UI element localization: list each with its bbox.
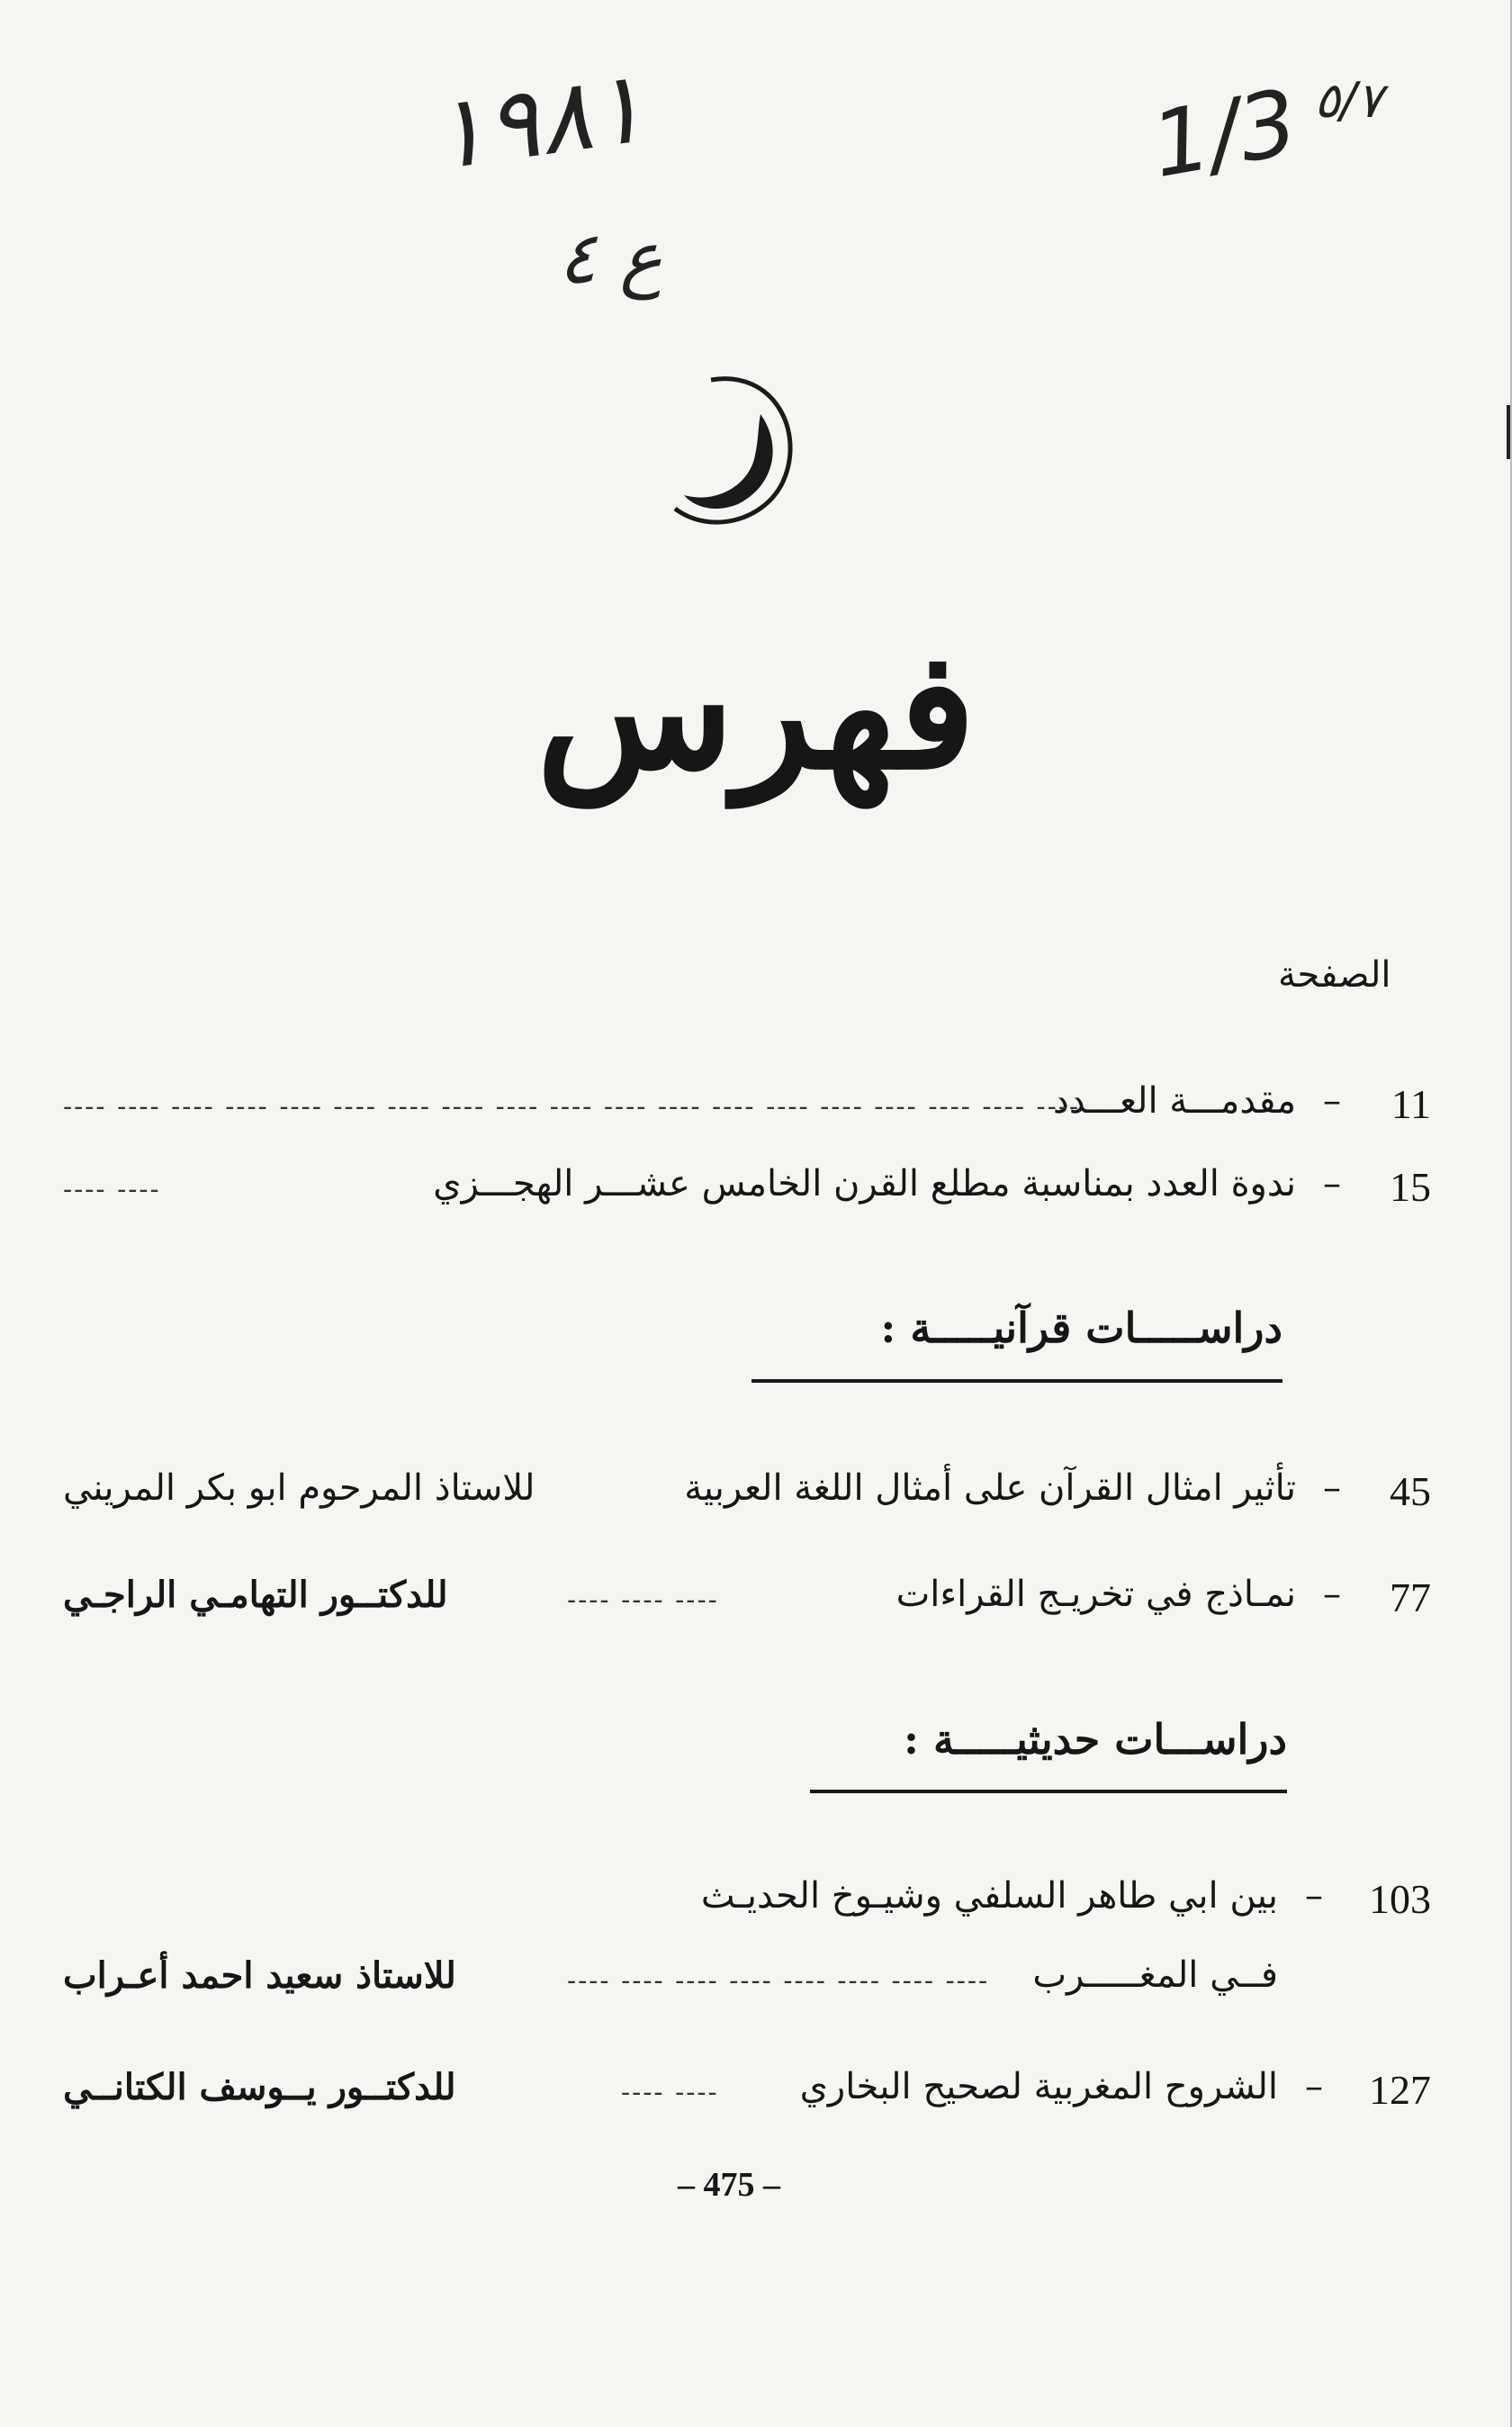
entry-title-line2: فــي المغـــــرب xyxy=(1032,1954,1278,1996)
entry-author: للدكتــور التهامـي الراجـي xyxy=(63,1574,448,1616)
page-number: 15 xyxy=(1390,1164,1431,1210)
page-column-label: الصفحة xyxy=(1278,954,1391,996)
toc-entry xyxy=(63,1467,1431,1530)
entry-title: نمـاذج في تخريـج القراءات xyxy=(896,1574,1296,1615)
page-number: 11 xyxy=(1390,1081,1431,1127)
page-number: 127 xyxy=(1369,2067,1431,2113)
entry-dash: – xyxy=(1323,1080,1341,1122)
issue-number: ٤ xyxy=(558,216,597,300)
entry-title: تأثير امثال القرآن على أمثال اللغة العربية xyxy=(684,1467,1296,1509)
handwritten-fraction: 1/3 xyxy=(1144,68,1305,199)
entry-author: للاستاذ المرحوم ابو بكر المريني xyxy=(63,1467,536,1509)
handwritten-corner-mark: ٥/٧ xyxy=(1314,72,1383,129)
page-number: 77 xyxy=(1390,1574,1431,1620)
page-number: 45 xyxy=(1390,1468,1431,1514)
handwritten-year: ١٩٨١ xyxy=(425,49,652,193)
entry-author: للاستاذ سعيد احمد أعـراب xyxy=(63,1954,456,1997)
leader-dots: ---- ---- ---- ---- ---- ---- ---- ---- ---- ---- ---- ---- ---- ---- ---- ---- ---- ---- ---- xyxy=(63,1091,1081,1123)
issue-prefix: ع xyxy=(619,216,663,300)
section-underline xyxy=(810,1790,1287,1793)
crescent-emblem-icon xyxy=(648,360,810,540)
entry-author: للدكتــور يــوسف الكتانــي xyxy=(63,2066,456,2108)
entry-dash: – xyxy=(1305,2066,1323,2107)
handwritten-issue xyxy=(513,216,662,300)
footer-page-number: – 475 – xyxy=(678,2166,780,2204)
entry-title: ندوة العدد بمناسبة مطلع القرن الخامس عشـــر الهجـــزي xyxy=(433,1163,1296,1204)
leader-dots: ---- ---- xyxy=(621,2077,719,2108)
entry-dash: – xyxy=(1305,1875,1323,1917)
leader-dots: ---- ---- ---- ---- ---- ---- ---- ---- xyxy=(567,1965,990,1997)
entry-title: بين ابي طاهر السلفي وشيـوخ الحديـث xyxy=(700,1875,1278,1917)
toc-entry xyxy=(63,1574,1431,1637)
toc-entry xyxy=(63,2066,1431,2129)
entry-dash: – xyxy=(1323,1163,1341,1204)
section-underline xyxy=(752,1379,1282,1383)
leader-dots: ---- ---- xyxy=(63,1174,161,1205)
page-title: فهرس xyxy=(536,616,976,806)
entry-title: الشروح المغربية لصحيح البخاري xyxy=(799,2066,1278,2107)
entry-title: مقدمـــة العـــدد xyxy=(1053,1080,1296,1122)
toc-entry xyxy=(63,1163,1431,1226)
section-heading-quran: دراســـــات قرآنيـــــة : xyxy=(880,1304,1282,1352)
section-heading-hadith: دراســـات حديثيـــــة : xyxy=(904,1715,1287,1764)
toc-entry xyxy=(63,1875,1431,2019)
toc-entry xyxy=(63,1080,1431,1143)
entry-dash: – xyxy=(1323,1467,1341,1509)
page-number: 103 xyxy=(1369,1876,1431,1922)
entry-dash: – xyxy=(1323,1574,1341,1615)
leader-dots: ---- ---- ---- xyxy=(567,1584,719,1616)
